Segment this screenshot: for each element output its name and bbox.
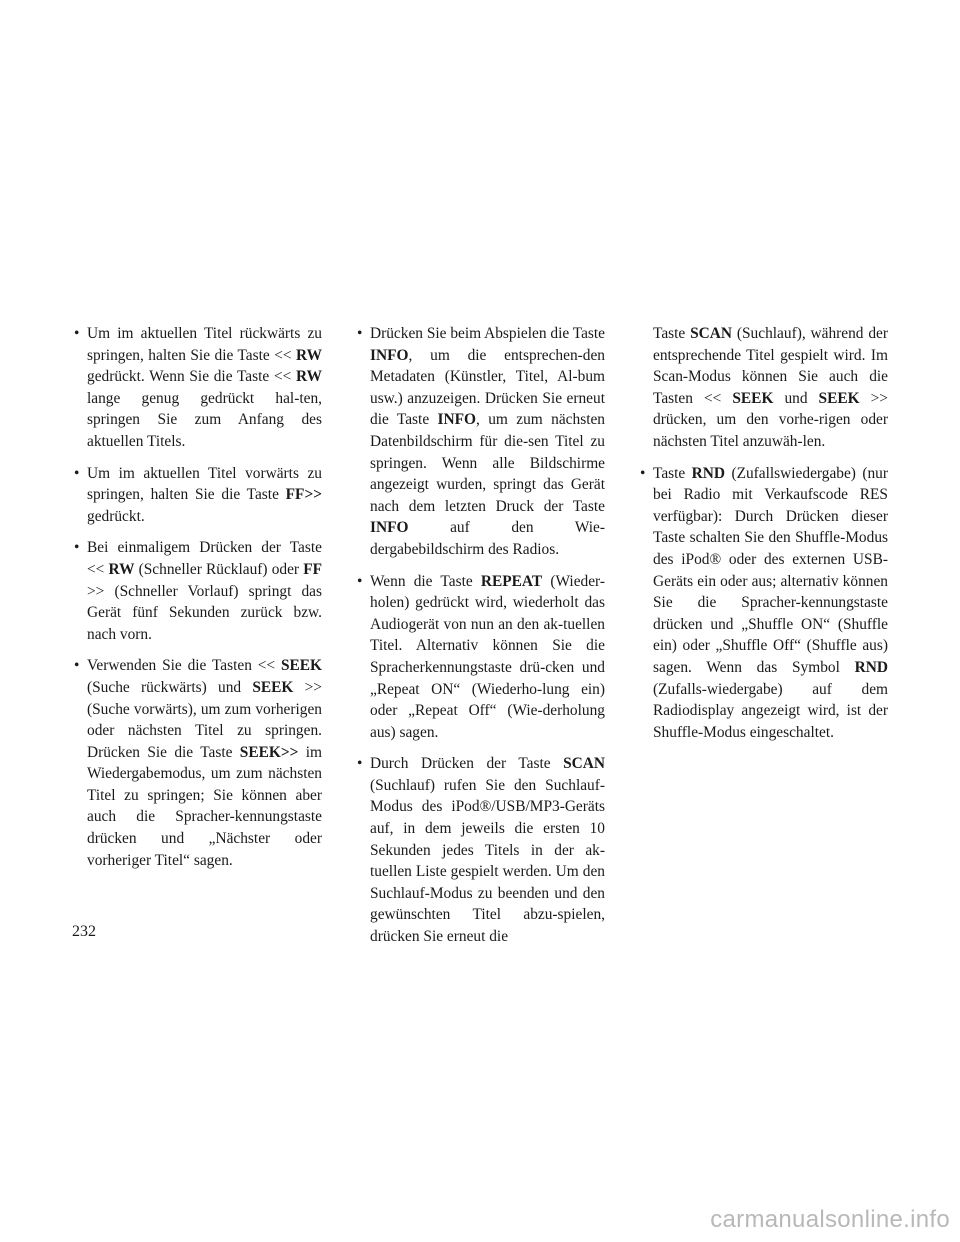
text-run: lange genug gedrückt hal-ten, springen Sie zum Anfang des aktuellen Titels. — [87, 389, 322, 450]
watermark: carmanualsonline.info — [710, 1206, 950, 1233]
bullet-icon: • — [74, 325, 80, 342]
text-run: gedrückt. — [87, 507, 145, 525]
button-name: SEEK — [818, 389, 860, 407]
button-name: FF>> — [285, 486, 322, 504]
bullet-item — [74, 537, 322, 645]
continued-paragraph — [640, 323, 888, 453]
text-run: Verwenden Sie die Tasten << — [87, 657, 281, 675]
text-run: Durch Drücken der Taste — [370, 755, 564, 773]
bullet-item — [74, 323, 322, 453]
text-column-1 — [74, 323, 322, 881]
button-name: RW — [108, 560, 135, 578]
bullet-icon: • — [357, 325, 363, 342]
button-name: SEEK — [732, 389, 774, 407]
text-run: Um im aktuellen Titel rückwärts zu springen, halten Sie die Taste << — [87, 325, 322, 364]
button-name: SCAN — [563, 755, 605, 773]
text-run: , um die entsprechen-den Metadaten (Künstler, Titel, Al-bum usw.) anzuzeigen. Drücken Sie erneut die Taste — [370, 346, 605, 429]
button-name: RND — [691, 464, 726, 482]
page-number: 232 — [72, 923, 96, 940]
button-name: SEEK>> — [239, 743, 299, 761]
button-name: SEEK — [280, 657, 322, 675]
button-name: RND — [854, 658, 888, 676]
text-run: Bei einmaligem Drücken der Taste << — [87, 539, 322, 578]
button-name: RW — [296, 368, 322, 386]
button-name: SEEK — [252, 678, 294, 696]
bullet-list — [640, 323, 888, 743]
bullet-icon: • — [357, 755, 363, 773]
text-run: (Zufalls-wiedergabe) auf dem Radiodisplay angezeigt wird, ist der Shuffle-Modus eingeschaltet. — [653, 680, 888, 741]
bullet-item — [357, 571, 605, 744]
button-name: INFO — [437, 411, 477, 429]
text-run: Um im aktuellen Titel vorwärts zu springen, halten Sie die Taste — [87, 464, 322, 504]
text-run: (Zufallswiedergabe) (nur bei Radio mit Verkaufscode RES verfügbar): Durch Drücken dieser Taste schalten Sie den Shuffle-Modus des iPod® oder des externen USB-Geräts ein oder aus; alternativ können Sie die Spracher-kennungstaste drücken und „Shuffle ON“ (Shuffle ein) oder „Shuffle Off“ (Shuffle aus) sagen. Wenn das Symbol — [653, 464, 888, 676]
bullet-item — [74, 655, 322, 871]
button-name: INFO — [370, 519, 409, 537]
bullet-icon: • — [640, 464, 646, 482]
text-run: Wenn die Taste — [370, 572, 481, 590]
bullet-item — [357, 753, 605, 947]
bullet-item — [357, 323, 605, 561]
text-run: Taste — [653, 464, 692, 482]
text-column-2 — [357, 323, 605, 958]
text-run: (Suchlauf) rufen Sie den Suchlauf-Modus des iPod®/USB/MP3-Geräts auf, in dem jeweils die ersten 10 Sekunden jedes Titels in der ak-tuellen Liste gespielt werden. Um den Suchlauf-Modus zu beenden und den gewünschten Titel abzu-spielen, drücken Sie erneut die — [370, 776, 605, 946]
bullet-icon: • — [357, 572, 363, 590]
button-name: RW — [296, 346, 322, 364]
text-run: (Wieder-holen) gedrückt wird, wiederholt das Audiogerät von nun an den ak-tuellen Titel. Alternativ können Sie die Spracherkennungstaste drü-cken und „Repeat ON“ (Wiederho-lung ein) oder „Repeat Off“ (Wie-derholung aus) sagen. — [370, 572, 605, 741]
text-run: (Suche rückwärts) und — [87, 678, 253, 696]
text-run: Taste — [653, 325, 691, 342]
text-run: Drücken Sie beim Abspielen die Taste — [370, 325, 605, 342]
text-run: im Wiedergabemodus, um zum nächsten Titel zu springen; Sie können aber auch die Spracher-kennungstaste drücken und „Nächster oder vorheriger Titel“ sagen. — [87, 743, 322, 869]
text-run: >> drücken, um den vorhe-rigen oder nächsten Titel anzuwäh-len. — [653, 389, 888, 450]
text-run: >> (Suche vorwärts), um zum vorherigen oder nächsten Titel zu springen. Drücken Sie die Taste — [87, 678, 322, 761]
bullet-list — [74, 323, 322, 871]
text-run: , um zum nächsten Datenbildschirm für die-sen Titel zu springen. Wenn alle Bildschirme angezeigt wurden, springt das Gerät nach dem letzten Druck der Taste — [370, 411, 605, 515]
button-name: SCAN — [690, 325, 733, 342]
bullet-item — [640, 463, 888, 744]
bullet-list — [357, 323, 605, 948]
button-name: INFO — [370, 346, 409, 364]
text-run: (Suchlauf), während der entsprechende Titel gespielt wird. Im Scan-Modus können Sie auch die Tasten << — [653, 325, 888, 407]
bullet-icon: • — [74, 657, 80, 675]
bullet-icon: • — [74, 464, 80, 482]
text-run: und — [773, 389, 819, 407]
text-run: auf den Wie-dergabebildschirm des Radios. — [370, 519, 605, 558]
text-run: (Schneller Rücklauf) oder — [134, 560, 304, 578]
text-run: gedrückt. Wenn Sie die Taste << — [87, 368, 297, 386]
button-name: FF — [303, 560, 322, 578]
bullet-item — [74, 463, 322, 528]
bullet-icon: • — [74, 539, 80, 557]
text-column-3 — [640, 323, 888, 753]
button-name: REPEAT — [480, 572, 543, 590]
text-run: >> (Schneller Vorlauf) springt das Gerät fünf Sekunden zurück bzw. nach vorn. — [87, 582, 322, 643]
